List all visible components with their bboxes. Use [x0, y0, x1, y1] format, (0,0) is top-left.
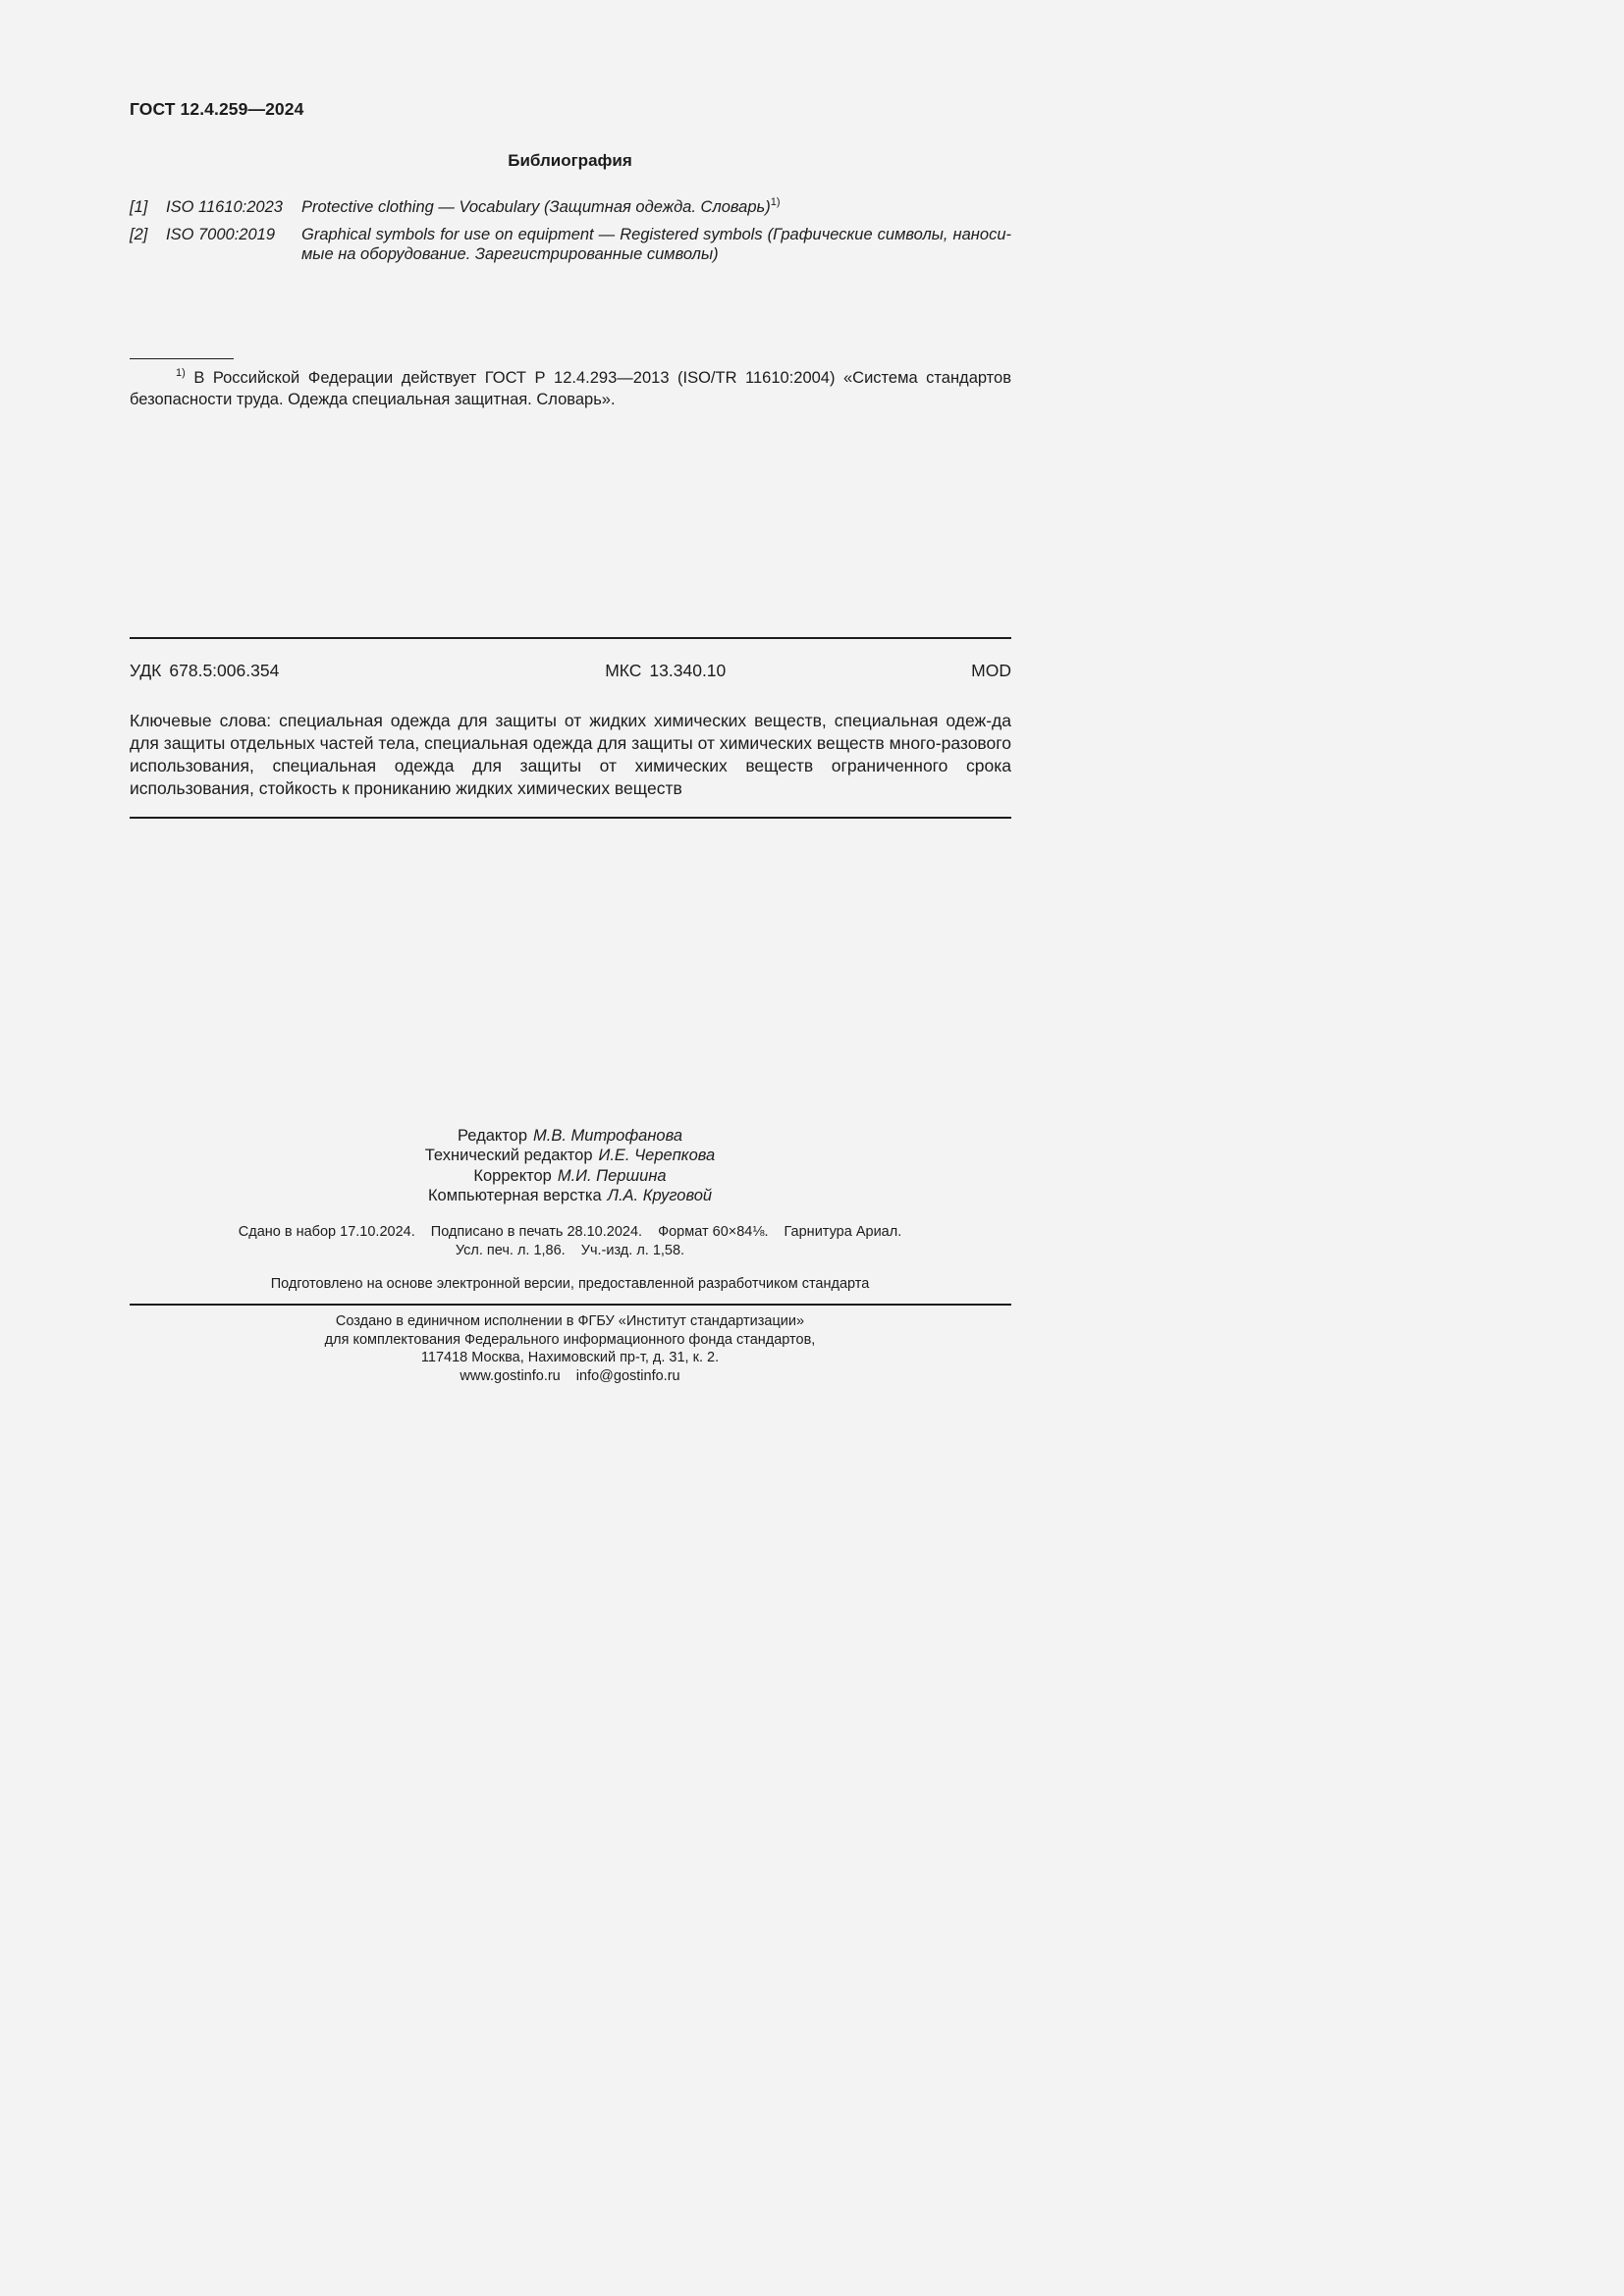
publisher-line: Создано в единичном исполнении в ФГБУ «Институт стандартизации» [335, 1313, 805, 1329]
mks-label: МКС [605, 661, 642, 680]
footnote [130, 367, 1011, 410]
bibliography-list [130, 197, 1011, 272]
credit-role: Технический редактор [424, 1147, 593, 1165]
bibliography-entry [130, 225, 1011, 264]
credit-line [51, 1166, 1089, 1186]
print-info-line [51, 1242, 1089, 1260]
bottom-divider [130, 817, 1011, 819]
bibliography-entry [130, 197, 1011, 217]
credits [0, 1126, 1089, 1205]
credit-role: Компьютерная верстка [427, 1186, 602, 1204]
footnote-marker: 1) [176, 366, 186, 379]
mks-value: 13.340.10 [649, 661, 727, 680]
print-info [0, 1223, 1089, 1260]
typeface: Гарнитура Ариал. [784, 1224, 902, 1240]
classification-row [130, 661, 1011, 681]
footnote-separator [130, 358, 234, 359]
entry-text: Graphical symbols for use on equipment — Registered symbols (Графические символы, наноси-мые на оборудование. Зарегистрированные символы) [301, 226, 1011, 263]
credit-line [51, 1126, 1089, 1146]
publisher-info [0, 1312, 1089, 1385]
credit-name: Л.А. Круговой [607, 1186, 713, 1204]
credit-role: Корректор [473, 1166, 552, 1185]
top-divider [130, 637, 1011, 639]
entry-number: [2] [130, 226, 148, 243]
entry-text: Protective clothing — Vocabulary (Защитная одежда. Словарь) [301, 198, 771, 216]
paper-format: Формат 60×84⅛. [658, 1224, 769, 1240]
edit-sheets: Уч.-изд. л. 1,58. [580, 1243, 685, 1258]
credit-name: М.И. Першина [557, 1166, 667, 1185]
print-sheets: Усл. печ. л. 1,86. [455, 1243, 566, 1258]
publisher-address: 117418 Москва, Нахимовский пр-т, д. 31, к. 2. [420, 1350, 720, 1365]
footnote-text: В Российской Федерации действует ГОСТ Р 12.4.293—2013 (ISO/TR 11610:2004) «Система стандартов безопасности труда. Одежда специальная защитная. Словарь». [130, 369, 1011, 408]
entry-text-wrapper [301, 197, 1011, 217]
credit-name: И.Е. Черепкова [598, 1147, 716, 1165]
credit-name: М.В. Митрофанова [533, 1127, 682, 1145]
keywords-text: специальная одежда для защиты от жидких химических веществ, специальная одеж-да для защиты отдельных частей тела, специальная одежда для защиты от химических веществ много-разового использования, специальная одежда для защиты от химических веществ ограниченного срока использования, стойкость к прониканию жидких химических веществ [130, 711, 1011, 798]
submitted-date: Сдано в набор 17.10.2024. [238, 1224, 415, 1240]
udc-code [130, 661, 279, 681]
email-link[interactable]: info@gostinfo.ru [575, 1367, 680, 1384]
entry-number: [1] [130, 198, 148, 216]
prepared-note: Подготовлено на основе электронной версии, предоставленной разработчиком стандарта [270, 1276, 870, 1292]
entry-code: ISO 11610:2023 [166, 198, 283, 216]
publisher-divider [130, 1304, 1011, 1306]
mks-code [605, 661, 726, 681]
website-link[interactable]: www.gostinfo.ru [460, 1367, 561, 1384]
credit-role: Редактор [457, 1127, 528, 1145]
keywords [130, 710, 1011, 800]
bibliography-title: Библиография [508, 151, 632, 170]
keywords-label: Ключевые слова: [130, 711, 272, 730]
footnote-reference[interactable]: 1) [770, 195, 781, 208]
publisher-line: для комплектования Федерального информационного фонда стандартов, [324, 1331, 816, 1348]
publisher-contacts [51, 1367, 1089, 1386]
entry-code: ISO 7000:2019 [166, 226, 276, 243]
document-code: ГОСТ 12.4.259—2024 [130, 99, 304, 119]
signed-date: Подписано в печать 28.10.2024. [430, 1224, 643, 1240]
credit-line [51, 1146, 1089, 1165]
print-info-line [51, 1223, 1089, 1242]
harmonization-degree: MOD [971, 661, 1011, 680]
credit-line [51, 1186, 1089, 1205]
udc-label: УДК [130, 661, 162, 680]
udc-value: 678.5:006.354 [169, 661, 280, 680]
